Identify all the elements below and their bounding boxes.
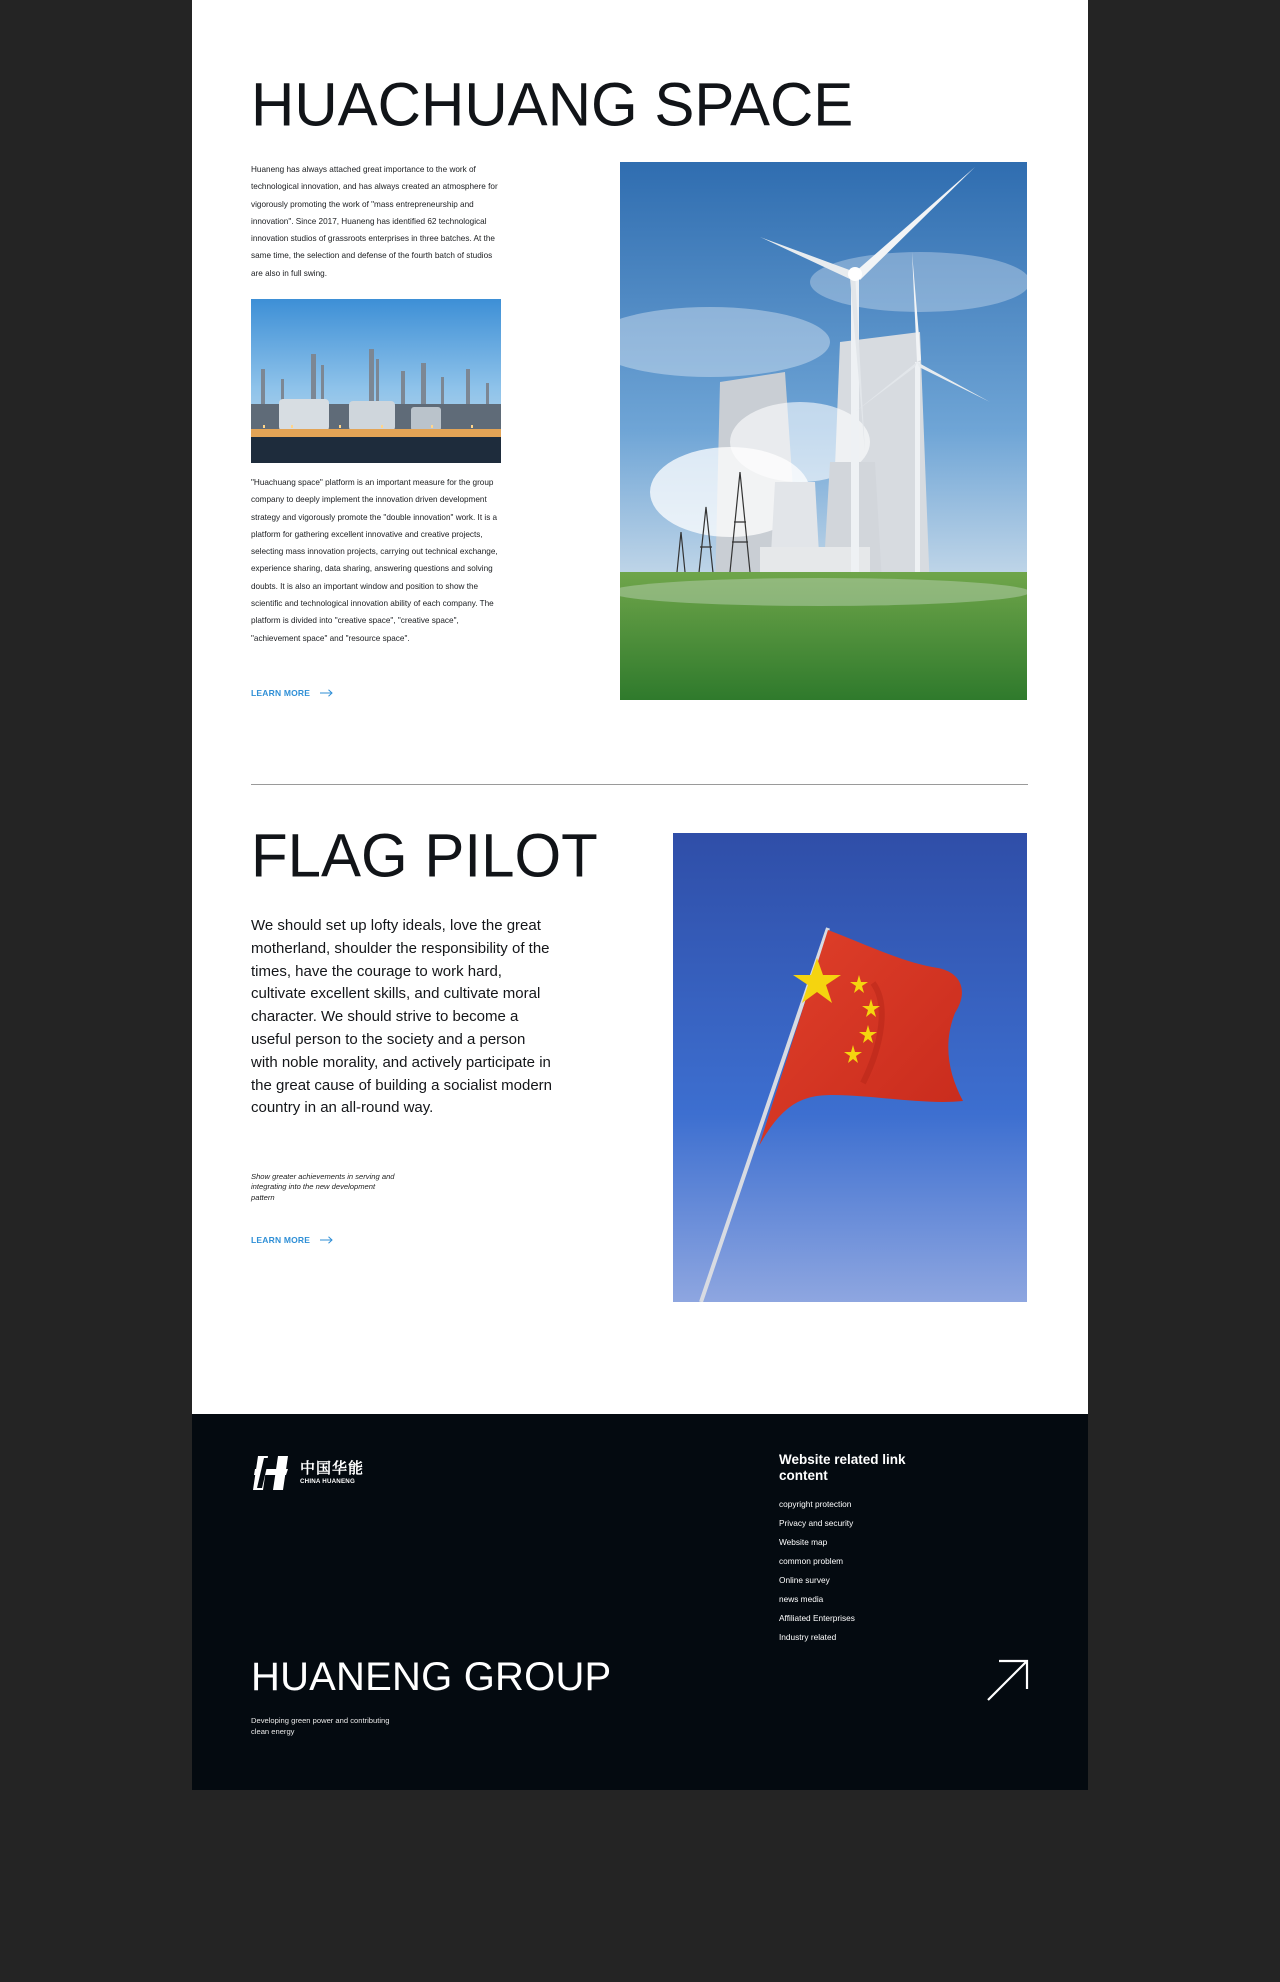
logo-text <box>300 1460 364 1486</box>
footer-links <box>779 1452 929 1647</box>
huachuang-description-text: "Huachuang space" platform is an important measure for the group company to deeply implement the innovation driven development strategy and vigorously promote the "double innovation" work. It is a platform for gathering excellent innovative and creative projects, selecting mass innovation projects, carrying out technical exchange, experience sharing, data sharing, answering questions and solving doubts. It is also an important window and position to show the scientific and technological innovation ability of each company. The platform is divided into "creative space", "creative space", "achievement space" and "resource space". <box>251 478 498 643</box>
footer-link[interactable]: Industry related <box>779 1632 837 1642</box>
content-area <box>192 0 1088 1414</box>
footer-link[interactable]: Affiliated Enterprises <box>779 1613 855 1623</box>
links-list <box>779 1495 929 1647</box>
footer-link[interactable]: Website map <box>779 1537 828 1547</box>
learn-more-link-huachuang[interactable] <box>251 688 333 698</box>
flag-pilot-subtext: Show greater achievements in serving and integrating into the new development pattern <box>251 1172 395 1202</box>
logo-cn: 中国华能 <box>300 1460 365 1477</box>
section-title-huachuang: HUACHUANG SPACE <box>251 70 854 139</box>
footer-link[interactable]: news media <box>779 1594 824 1604</box>
huaneng-logo-icon <box>252 1456 292 1490</box>
footer-tagline: Developing green power and contributing clean energy <box>251 1716 390 1736</box>
footer-link[interactable]: copyright protection <box>779 1499 852 1509</box>
footer-link[interactable]: Privacy and security <box>779 1518 854 1528</box>
learn-more-label: LEARN MORE <box>251 1235 311 1245</box>
footer-link[interactable]: common problem <box>779 1556 844 1566</box>
arrow-right-icon <box>320 689 333 697</box>
arrow-up-right-icon[interactable] <box>986 1658 1030 1702</box>
footer-logo[interactable] <box>252 1456 364 1490</box>
footer-brand-title: HUANENG GROUP <box>251 1655 612 1699</box>
footer-link[interactable]: Online survey <box>779 1575 830 1585</box>
huachuang-intro-text: Huaneng has always attached great importance to the work of technological innovation, and has always created an atmosphere for vigorously promoting the work of "mass entrepreneurship and innovation". Since 2017, Huaneng has identified 62 technological innovation studios of grassroots enterprises in three batches. At the same time, the selection and defense of the fourth batch of studios are also in full swing. <box>251 165 498 278</box>
flag-pilot-text: We should set up lofty ideals, love the great motherland, shoulder the responsibility of the times, have the courage to work hard, cultivate excellent skills, and cultivate moral character. We should strive to become a useful person to the society and a person with noble morality, and actively participate in the great cause of building a socialist modern country in an all-round way. <box>251 917 553 1117</box>
links-title: Website related link content <box>779 1452 906 1483</box>
flag-image <box>673 833 1027 1302</box>
section-title-flag-pilot: FLAG PILOT <box>251 821 598 890</box>
arrow-right-icon <box>320 1236 333 1244</box>
logo-en: CHINA HUANENG <box>300 1478 355 1485</box>
section-divider <box>251 784 1028 785</box>
learn-more-label: LEARN MORE <box>251 688 311 698</box>
learn-more-link-flag[interactable] <box>251 1235 333 1245</box>
refinery-image <box>251 299 501 463</box>
wind-power-plant-image <box>620 162 1027 700</box>
site-footer <box>192 1414 1088 1790</box>
